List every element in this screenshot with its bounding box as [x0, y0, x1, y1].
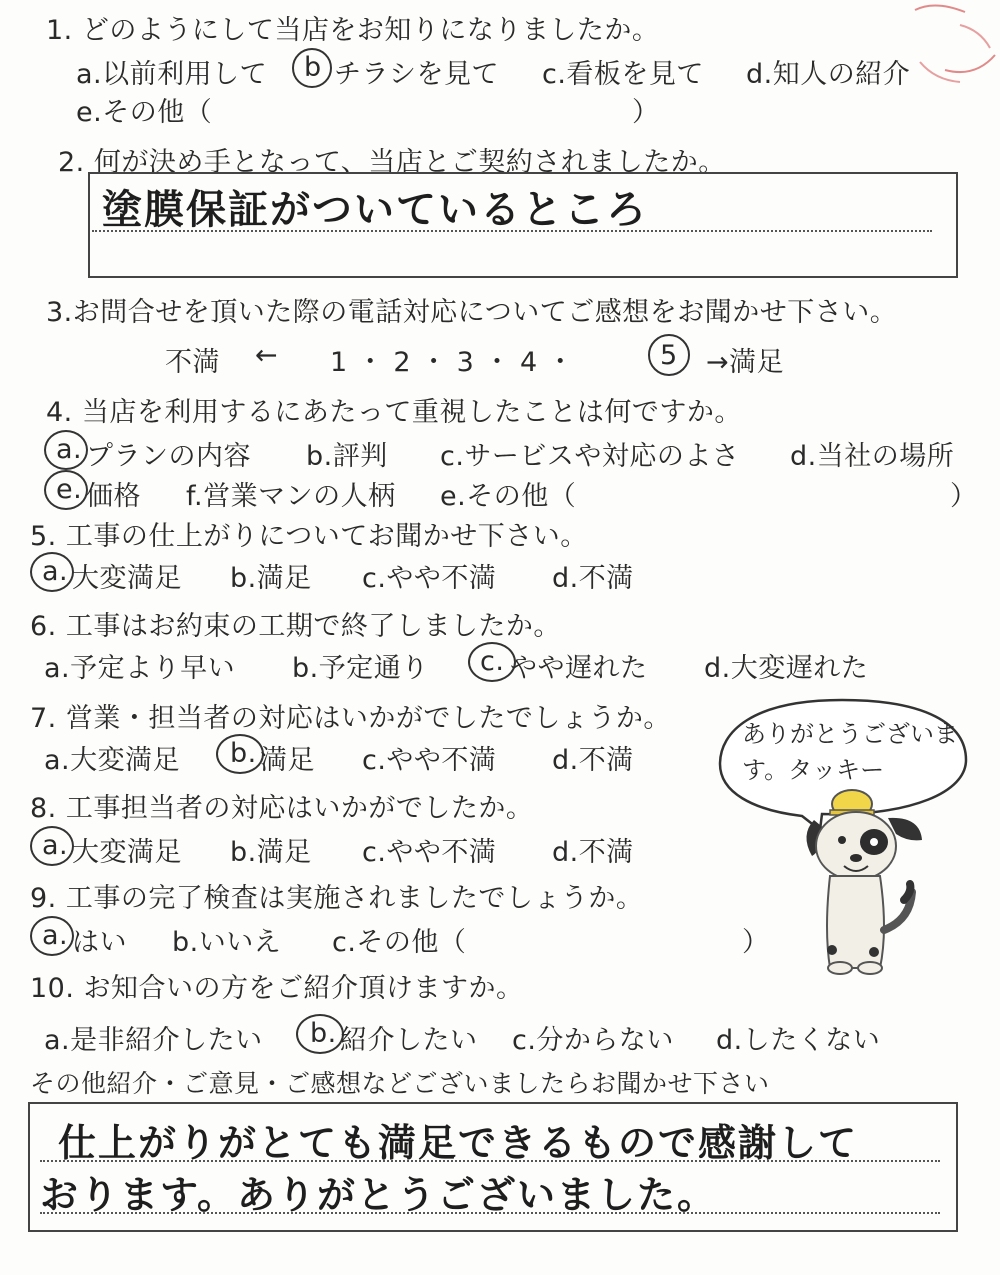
q5-option-d: d.不満 — [552, 563, 634, 594]
comments-line-2: おります。ありがとうございました。 — [40, 1172, 717, 1217]
q8-option-c: c.やや不満 — [362, 837, 497, 868]
q4-option-a: プランの内容 — [86, 441, 251, 472]
q1-option-b-letter: b — [304, 52, 322, 83]
q4-option-d: d.当社の場所 — [790, 441, 955, 472]
q1-option-d: d.知人の紹介 — [746, 59, 911, 90]
q4-option-b: b.評判 — [306, 441, 388, 472]
q6-option-c: やや遅れた — [510, 653, 648, 684]
dog-mascot-icon — [800, 780, 940, 980]
q3-question: 3.お問合せを頂いた際の電話対応についてご感想をお聞かせ下さい。 — [46, 297, 898, 328]
q9-question: 9. 工事の完了検査は実施されましたでしょうか。 — [30, 883, 644, 914]
q7-option-b-letter: b. — [230, 738, 257, 769]
q9-option-c-close: ） — [742, 927, 770, 958]
q3-selected: 5 — [660, 340, 678, 371]
q9-option-b: b.いいえ — [172, 927, 282, 958]
q9-option-a-letter: a. — [42, 920, 69, 951]
q6-option-b: b.予定通り — [292, 653, 429, 684]
comments-line-1: 仕上がりがとても満足できるもので感謝して — [58, 1120, 859, 1165]
q4-option-a-letter: a. — [56, 434, 83, 465]
q4-option-c: c.サービスや対応のよさ — [440, 441, 740, 472]
q7-option-d: d.不満 — [552, 745, 634, 776]
q6-option-d: d.大変遅れた — [704, 653, 869, 684]
q8-question: 8. 工事担当者の対応はいかがでしたか。 — [30, 793, 534, 824]
q9-option-c: c.その他（ — [332, 927, 467, 958]
q1-question: 1. どのようにして当店をお知りになりましたか。 — [46, 15, 660, 46]
q5-option-a-letter: a. — [42, 556, 69, 587]
q10-option-b: 紹介したい — [340, 1025, 478, 1056]
q3-scale: 1 ・ 2 ・ 3 ・ 4 ・ — [330, 347, 575, 378]
q4-option-e-letter: e. — [56, 474, 83, 505]
q1-option-e-close: ） — [632, 97, 660, 128]
q1-option-a: a.以前利用して — [76, 59, 268, 90]
q10-option-d: d.したくない — [716, 1025, 881, 1056]
q1-option-c: c.看板を見て — [542, 59, 704, 90]
q2-question: 2. 何が決め手となって、当店とご契約されましたか。 — [58, 147, 726, 178]
q3-arrow-right: →満足 — [706, 347, 785, 378]
q4-option-other-close: ） — [950, 481, 978, 512]
comments-rule-1 — [40, 1160, 940, 1162]
q8-option-a: 大変満足 — [72, 837, 182, 868]
q8-option-a-letter: a. — [42, 830, 69, 861]
q7-question: 7. 営業・担当者の対応はいかがでしたでしょうか。 — [30, 703, 671, 734]
q8-option-d: d.不満 — [552, 837, 634, 868]
q6-question: 6. 工事はお約束の工期で終了しましたか。 — [30, 611, 561, 642]
q2-answer-line — [92, 230, 932, 232]
q4-option-f: f.営業マンの人柄 — [186, 481, 396, 512]
mascot-speech: ありがとうございます。タッキー — [742, 720, 958, 784]
q3-left-label: 不満 — [165, 347, 220, 378]
q9-option-a: はい — [72, 927, 127, 958]
q4-question: 4. 当店を利用するにあたって重視したことは何ですか。 — [46, 397, 742, 428]
red-stamp-icon — [905, 0, 1000, 90]
q10-option-a: a.是非紹介したい — [44, 1025, 263, 1056]
q7-option-a: a.大変満足 — [44, 745, 181, 776]
q4-option-other: e.その他（ — [440, 481, 577, 512]
q3-arrow-left: ← — [255, 340, 279, 371]
q2-answer: 塗膜保証がついているところ — [102, 186, 648, 233]
q4-option-e: 価格 — [86, 481, 141, 512]
q6-option-c-letter: c. — [480, 646, 505, 677]
q7-option-c: c.やや不満 — [362, 745, 497, 776]
q10-option-c: c.分からない — [512, 1025, 674, 1056]
q1-option-e: e.その他（ — [76, 97, 213, 128]
q5-option-a: 大変満足 — [72, 563, 182, 594]
q7-option-b: 満足 — [260, 745, 315, 776]
q6-option-a: a.予定より早い — [44, 653, 236, 684]
q10-option-b-letter: b. — [310, 1018, 337, 1049]
q10-question: 10. お知合いの方をご紹介頂けますか。 — [30, 973, 524, 1004]
q5-option-c: c.やや不満 — [362, 563, 497, 594]
q8-option-b: b.満足 — [230, 837, 312, 868]
q5-option-b: b.満足 — [230, 563, 312, 594]
q1-option-b: チラシを見て — [334, 59, 499, 90]
q5-question: 5. 工事の仕上がりについてお聞かせ下さい。 — [30, 521, 588, 552]
comments-prompt: その他紹介・ご意見・ご感想などございましたらお聞かせ下さい — [30, 1069, 770, 1098]
comments-rule-2 — [40, 1212, 940, 1214]
